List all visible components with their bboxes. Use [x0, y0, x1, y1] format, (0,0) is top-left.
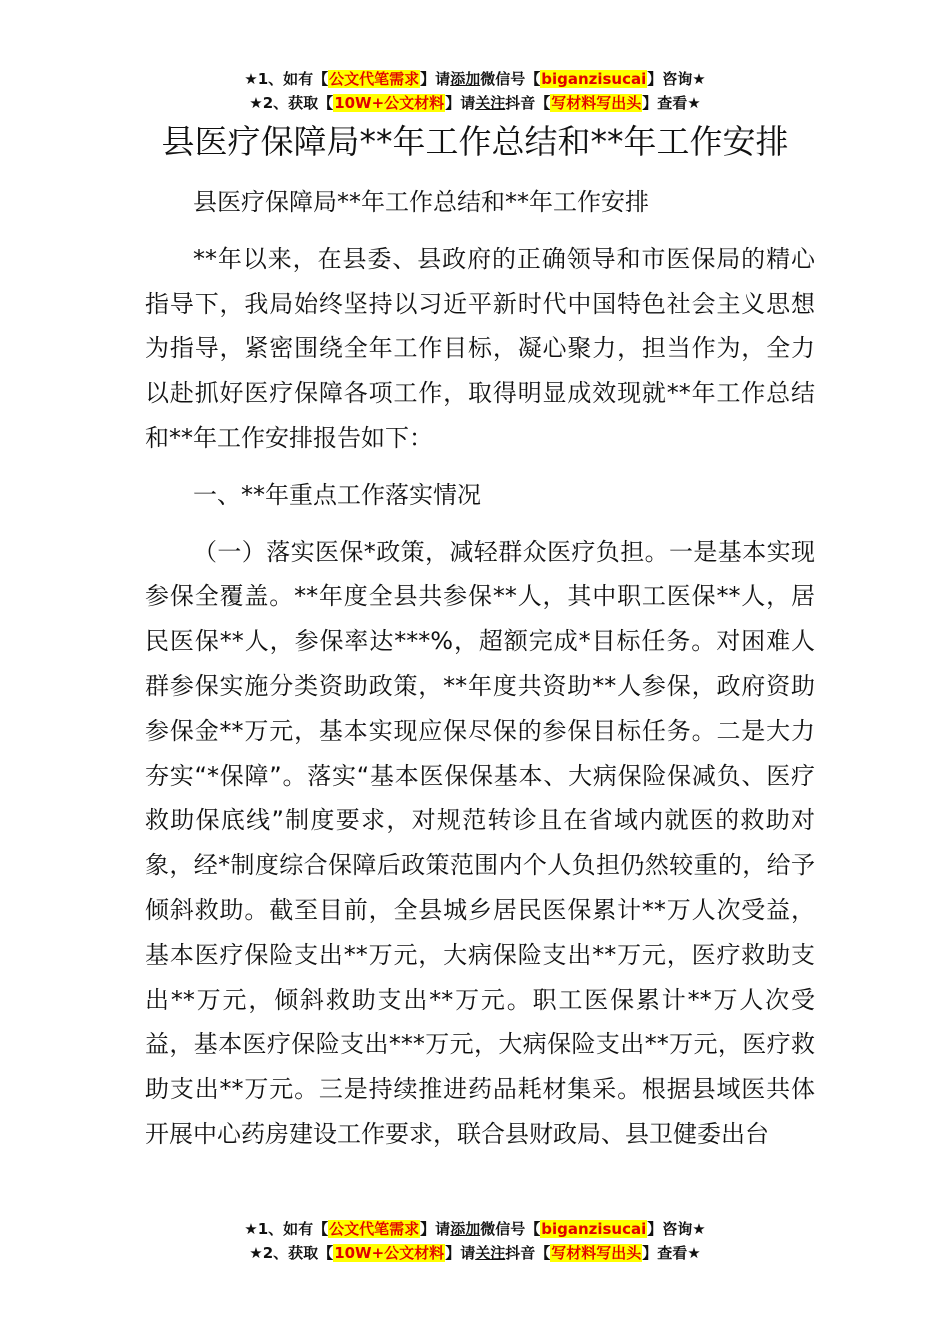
banner-text: 】查看★ — [642, 1244, 701, 1262]
header-banner-line-2 — [0, 91, 950, 115]
banner-text: 】咨询★ — [647, 70, 706, 88]
douyin-account-highlight: 写材料写出头 — [551, 1244, 642, 1262]
section-heading: 一、**年重点工作落实情况 — [193, 480, 481, 509]
banner-text: 】请 — [420, 1220, 451, 1238]
banner-text: ★1、如有【 — [244, 1220, 329, 1238]
banner-text: 微信号【 — [480, 70, 541, 88]
materials-highlight: 10W+公文材料 — [334, 94, 445, 112]
document-subtitle: 县医疗保障局**年工作总结和**年工作安排 — [193, 188, 649, 216]
banner-text: 】请 — [445, 1244, 476, 1262]
banner-text: 抖音【 — [505, 1244, 551, 1262]
ghostwriting-highlight: 公文代笔需求 — [329, 1220, 420, 1238]
ghostwriting-highlight: 公文代笔需求 — [329, 70, 420, 88]
banner-text: 抖音【 — [505, 94, 551, 112]
intro-paragraph: **年以来，在县委、县政府的正确领导和市医保局的精心指导下，我局始终坚持以习近平新时代中国特色社会主义思想为指导，紧密围绕全年工作目标，凝心聚力，担当作为，全力以赴抓好医疗保障各项工作，取得明显成效现就**年工作总结和**年工作安排报告如下： — [145, 244, 815, 452]
wechat-id-highlight: biganzisucai — [541, 1220, 647, 1238]
banner-underlined-text: 添加 — [450, 1220, 481, 1238]
banner-underlined-text: 关注 — [475, 94, 506, 112]
footer-banner-line-2 — [0, 1241, 950, 1265]
header-banner — [0, 67, 950, 115]
banner-text: 】请 — [445, 94, 476, 112]
douyin-account-highlight: 写材料写出头 — [551, 94, 642, 112]
footer-banner-line-1 — [0, 1217, 950, 1241]
banner-text: ★2、获取【 — [249, 94, 334, 112]
header-banner-line-1 — [0, 67, 950, 91]
wechat-id-highlight: biganzisucai — [541, 70, 647, 88]
banner-text: ★2、获取【 — [249, 1244, 334, 1262]
document-body — [145, 180, 815, 1157]
body-paragraph: （一）落实医保*政策，减轻群众医疗负担。一是基本实现参保全覆盖。**年度全县共参保**人，其中职工医保**人，居民医保**人，参保率达***%，超额完成*目标任务。对困难人群参保实施分类资助政策，**年度共资助**人参保，政府资助参保金**万元，基本实现应保尽保的参保目标任务。二是大力夯实“*保障”。落实“基本医保保基本、大病保险保减负、医疗救助保底线”制度要求，对规范转诊且在省域内就医的救助对象，经*制度综合保障后政策范围内个人负担仍然较重的，给予倾斜救助。截至目前，全县城乡居民医保累计**万人次受益，基本医疗保险支出**万元，大病保险支出**万元，医疗救助支出**万元，倾斜救助支出**万元。职工医保累计**万人次受益，基本医疗保险支出***万元，大病保险支出**万元，医疗救助支出**万元。三是持续推进药品耗材集采。根据县域医共体开展中心药房建设工作要求，联合县财政局、县卫健委出台 — [145, 537, 815, 1148]
footer-banner — [0, 1217, 950, 1265]
banner-text: 】请 — [420, 70, 451, 88]
banner-underlined-text: 添加 — [450, 70, 481, 88]
banner-underlined-text: 关注 — [475, 1244, 506, 1262]
materials-highlight: 10W+公文材料 — [334, 1244, 445, 1262]
banner-text: ★1、如有【 — [244, 70, 329, 88]
banner-text: 】查看★ — [642, 94, 701, 112]
banner-text: 】咨询★ — [647, 1220, 706, 1238]
document-title: 县医疗保障局**年工作总结和**年工作安排 — [161, 122, 789, 161]
banner-text: 微信号【 — [480, 1220, 541, 1238]
